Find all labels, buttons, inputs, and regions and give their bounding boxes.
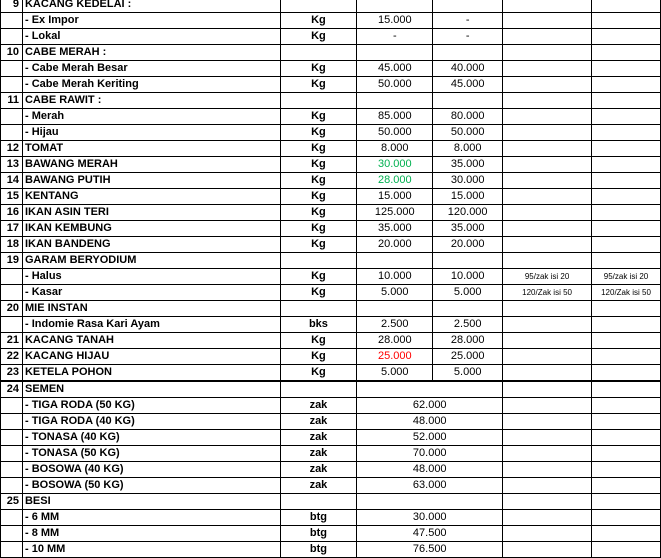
price-current-cell[interactable]: 45.000 <box>433 77 503 93</box>
row-number-cell[interactable] <box>1 109 23 125</box>
table-row <box>1 189 661 205</box>
row-number-cell[interactable] <box>1 29 23 45</box>
price-current-cell[interactable]: 15.000 <box>433 189 503 205</box>
item-name-cell[interactable]: BAWANG PUTIH <box>22 173 280 189</box>
note-cell[interactable] <box>592 510 661 526</box>
price-current-cell[interactable]: 25.000 <box>433 349 503 365</box>
note-cell[interactable] <box>592 0 661 13</box>
table-row <box>1 462 661 478</box>
table-row <box>1 510 661 526</box>
table-row <box>1 317 661 333</box>
unit-cell[interactable]: Kg <box>280 125 357 141</box>
note-cell[interactable] <box>503 478 592 494</box>
price-current-cell[interactable]: 5.000 <box>433 365 503 382</box>
row-number-cell[interactable]: 18 <box>1 237 23 253</box>
unit-cell[interactable] <box>280 93 357 109</box>
table-row <box>1 77 661 93</box>
unit-cell[interactable]: Kg <box>280 221 357 237</box>
table-row <box>1 446 661 462</box>
price-cell[interactable]: 63.000 <box>357 478 503 494</box>
unit-cell[interactable]: zak <box>280 430 357 446</box>
unit-cell[interactable] <box>280 381 357 398</box>
price-cell[interactable]: 47.500 <box>357 526 503 542</box>
table-row <box>1 221 661 237</box>
price-current-cell[interactable]: 40.000 <box>433 61 503 77</box>
item-name-cell[interactable]: - TONASA (50 KG) <box>22 446 280 462</box>
price-previous-cell[interactable] <box>357 0 433 13</box>
note-cell[interactable] <box>503 221 592 237</box>
note-cell[interactable] <box>503 173 592 189</box>
price-previous-cell[interactable]: 125.000 <box>357 205 433 221</box>
price-previous-cell[interactable]: 50.000 <box>357 77 433 93</box>
note-cell[interactable] <box>503 237 592 253</box>
unit-cell[interactable]: Kg <box>280 141 357 157</box>
table-row <box>1 61 661 77</box>
price-current-cell[interactable]: 80.000 <box>433 109 503 125</box>
row-number-cell[interactable]: 24 <box>1 381 23 398</box>
note-cell[interactable] <box>592 494 661 510</box>
note-cell[interactable] <box>592 77 661 93</box>
unit-cell[interactable]: Kg <box>280 269 357 285</box>
price-previous-cell[interactable] <box>357 45 433 61</box>
note-cell[interactable] <box>592 45 661 61</box>
table-row <box>1 253 661 269</box>
row-number-cell[interactable]: 20 <box>1 301 23 317</box>
note-cell[interactable] <box>592 221 661 237</box>
note-cell[interactable] <box>592 93 661 109</box>
note-cell[interactable] <box>592 141 661 157</box>
row-number-cell[interactable] <box>1 430 23 446</box>
price-current-cell[interactable] <box>433 301 503 317</box>
price-previous-cell[interactable] <box>357 301 433 317</box>
table-row <box>1 301 661 317</box>
item-name-cell[interactable]: MIE INSTAN <box>22 301 280 317</box>
note-cell[interactable] <box>592 446 661 462</box>
note-cell[interactable] <box>503 13 592 29</box>
row-number-cell[interactable]: 16 <box>1 205 23 221</box>
table-row <box>1 333 661 349</box>
price-current-cell[interactable] <box>433 253 503 269</box>
item-name-cell[interactable]: - Merah <box>22 109 280 125</box>
price-previous-cell[interactable]: 5.000 <box>357 365 433 382</box>
item-name-cell[interactable]: - TIGA RODA (50 KG) <box>22 398 280 414</box>
note-cell[interactable] <box>503 189 592 205</box>
unit-cell[interactable]: Kg <box>280 365 357 382</box>
row-number-cell[interactable] <box>1 414 23 430</box>
note-cell[interactable]: 95/zak isi 20 <box>503 269 592 285</box>
row-number-cell[interactable]: 10 <box>1 45 23 61</box>
table-row <box>1 430 661 446</box>
note-cell[interactable] <box>592 189 661 205</box>
row-number-cell[interactable]: 9 <box>1 0 23 13</box>
price-previous-cell[interactable]: 28.000 <box>357 173 433 189</box>
note-cell[interactable] <box>503 253 592 269</box>
row-number-cell[interactable] <box>1 478 23 494</box>
price-current-cell[interactable]: 35.000 <box>433 221 503 237</box>
row-number-cell[interactable]: 11 <box>1 93 23 109</box>
price-cell[interactable]: 48.000 <box>357 462 503 478</box>
note-cell[interactable]: 120/Zak isi 50 <box>592 285 661 301</box>
item-name-cell[interactable]: TOMAT <box>22 141 280 157</box>
unit-cell[interactable]: Kg <box>280 205 357 221</box>
row-number-cell[interactable]: 17 <box>1 221 23 237</box>
item-name-cell[interactable]: BESI <box>22 494 280 510</box>
item-name-cell[interactable]: BAWANG MERAH <box>22 157 280 173</box>
price-current-cell[interactable] <box>433 45 503 61</box>
unit-cell[interactable]: Kg <box>280 13 357 29</box>
item-name-cell[interactable]: KETELA POHON <box>22 365 280 382</box>
price-current-cell[interactable]: 35.000 <box>433 157 503 173</box>
item-name-cell[interactable]: - Lokal <box>22 29 280 45</box>
note-cell[interactable] <box>503 381 592 398</box>
note-cell[interactable] <box>503 542 592 558</box>
note-cell[interactable] <box>592 13 661 29</box>
table-row <box>1 141 661 157</box>
price-current-cell[interactable]: 28.000 <box>433 333 503 349</box>
price-previous-cell[interactable]: - <box>357 29 433 45</box>
item-name-cell[interactable]: - BOSOWA (40 KG) <box>22 462 280 478</box>
note-cell[interactable] <box>503 141 592 157</box>
note-cell[interactable] <box>503 77 592 93</box>
price-previous-cell[interactable] <box>357 253 433 269</box>
note-cell[interactable] <box>592 398 661 414</box>
price-previous-cell[interactable]: 35.000 <box>357 221 433 237</box>
note-cell[interactable] <box>592 125 661 141</box>
price-cell[interactable]: 62.000 <box>357 398 503 414</box>
unit-cell[interactable]: Kg <box>280 285 357 301</box>
note-cell[interactable] <box>592 333 661 349</box>
unit-cell[interactable]: Kg <box>280 173 357 189</box>
unit-cell[interactable]: Kg <box>280 189 357 205</box>
row-number-cell[interactable]: 13 <box>1 157 23 173</box>
price-previous-cell[interactable]: 20.000 <box>357 237 433 253</box>
note-cell[interactable] <box>503 157 592 173</box>
item-name-cell[interactable]: - Halus <box>22 269 280 285</box>
price-cell[interactable]: 76.500 <box>357 542 503 558</box>
row-number-cell[interactable]: 12 <box>1 141 23 157</box>
unit-cell[interactable] <box>280 494 357 510</box>
item-name-cell[interactable]: KACANG KEDELAI : <box>22 0 280 13</box>
note-cell[interactable] <box>592 317 661 333</box>
table-row <box>1 205 661 221</box>
note-cell[interactable] <box>503 462 592 478</box>
note-cell[interactable]: 95/zak isi 20 <box>592 269 661 285</box>
table-row <box>1 157 661 173</box>
item-name-cell[interactable]: - BOSOWA (50 KG) <box>22 478 280 494</box>
row-number-cell[interactable] <box>1 446 23 462</box>
note-cell[interactable] <box>503 45 592 61</box>
item-name-cell[interactable]: KENTANG <box>22 189 280 205</box>
note-cell[interactable] <box>503 414 592 430</box>
item-name-cell[interactable]: - 10 MM <box>22 542 280 558</box>
note-cell[interactable] <box>592 381 661 398</box>
table-row <box>1 365 661 382</box>
table-row <box>1 478 661 494</box>
note-cell[interactable] <box>503 430 592 446</box>
price-previous-cell[interactable]: 5.000 <box>357 285 433 301</box>
unit-cell[interactable]: zak <box>280 414 357 430</box>
price-previous-cell[interactable]: 8.000 <box>357 141 433 157</box>
note-cell[interactable] <box>503 494 592 510</box>
price-cell[interactable]: 70.000 <box>357 446 503 462</box>
table-row <box>1 381 661 398</box>
note-cell[interactable] <box>592 109 661 125</box>
item-name-cell[interactable]: IKAN BANDENG <box>22 237 280 253</box>
unit-cell[interactable]: zak <box>280 446 357 462</box>
price-previous-cell[interactable]: 2.500 <box>357 317 433 333</box>
row-number-cell[interactable]: 19 <box>1 253 23 269</box>
table-row <box>1 349 661 365</box>
unit-cell[interactable]: btg <box>280 526 357 542</box>
table-row <box>1 13 661 29</box>
price-previous-cell[interactable] <box>357 93 433 109</box>
row-number-cell[interactable] <box>1 13 23 29</box>
item-name-cell[interactable]: - Cabe Merah Keriting <box>22 77 280 93</box>
unit-cell[interactable] <box>280 0 357 13</box>
price-current-cell[interactable]: 8.000 <box>433 141 503 157</box>
unit-cell[interactable]: Kg <box>280 237 357 253</box>
note-cell[interactable]: 120/Zak isi 50 <box>503 285 592 301</box>
row-number-cell[interactable] <box>1 285 23 301</box>
note-cell[interactable] <box>503 301 592 317</box>
item-name-cell[interactable]: CABE MERAH : <box>22 45 280 61</box>
price-current-cell[interactable]: 30.000 <box>433 173 503 189</box>
table-row <box>1 398 661 414</box>
unit-cell[interactable]: btg <box>280 510 357 526</box>
price-current-cell[interactable]: 5.000 <box>433 285 503 301</box>
unit-cell[interactable]: zak <box>280 478 357 494</box>
table-row <box>1 109 661 125</box>
row-number-cell[interactable] <box>1 125 23 141</box>
unit-cell[interactable] <box>280 253 357 269</box>
item-name-cell[interactable]: KACANG HIJAU <box>22 349 280 365</box>
row-number-cell[interactable]: 22 <box>1 349 23 365</box>
note-cell[interactable] <box>592 414 661 430</box>
item-name-cell[interactable]: CABE RAWIT : <box>22 93 280 109</box>
row-number-cell[interactable] <box>1 77 23 93</box>
table-row <box>1 125 661 141</box>
price-cell[interactable] <box>357 494 503 510</box>
row-number-cell[interactable] <box>1 61 23 77</box>
price-previous-cell[interactable]: 15.000 <box>357 13 433 29</box>
price-previous-cell[interactable]: 45.000 <box>357 61 433 77</box>
item-name-cell[interactable]: - TIGA RODA (40 KG) <box>22 414 280 430</box>
item-name-cell[interactable]: - 8 MM <box>22 526 280 542</box>
table-row <box>1 494 661 510</box>
note-cell[interactable] <box>503 510 592 526</box>
item-name-cell[interactable]: - TONASA (40 KG) <box>22 430 280 446</box>
note-cell[interactable] <box>503 365 592 382</box>
table-row <box>1 542 661 558</box>
row-number-cell[interactable] <box>1 462 23 478</box>
table-row <box>1 45 661 61</box>
note-cell[interactable] <box>592 301 661 317</box>
note-cell[interactable] <box>592 205 661 221</box>
unit-cell[interactable]: Kg <box>280 29 357 45</box>
note-cell[interactable] <box>592 29 661 45</box>
note-cell[interactable] <box>592 462 661 478</box>
price-current-cell[interactable]: - <box>433 13 503 29</box>
note-cell[interactable] <box>592 173 661 189</box>
table-row <box>1 526 661 542</box>
note-cell[interactable] <box>503 398 592 414</box>
note-cell[interactable] <box>592 349 661 365</box>
price-current-cell[interactable]: 2.500 <box>433 317 503 333</box>
item-name-cell[interactable]: GARAM BERYODIUM <box>22 253 280 269</box>
table-row <box>1 414 661 430</box>
unit-cell[interactable]: btg <box>280 542 357 558</box>
row-number-cell[interactable]: 15 <box>1 189 23 205</box>
item-name-cell[interactable]: - Indomie Rasa Kari Ayam <box>22 317 280 333</box>
item-name-cell[interactable]: - Kasar <box>22 285 280 301</box>
unit-cell[interactable]: Kg <box>280 109 357 125</box>
price-previous-cell[interactable]: 30.000 <box>357 157 433 173</box>
note-cell[interactable] <box>503 0 592 13</box>
note-cell[interactable] <box>503 349 592 365</box>
note-cell[interactable] <box>592 478 661 494</box>
unit-cell[interactable] <box>280 301 357 317</box>
row-number-cell[interactable] <box>1 510 23 526</box>
unit-cell[interactable]: bks <box>280 317 357 333</box>
unit-cell[interactable]: zak <box>280 398 357 414</box>
table-row <box>1 0 661 13</box>
price-current-cell[interactable]: - <box>433 29 503 45</box>
row-number-cell[interactable] <box>1 526 23 542</box>
item-name-cell[interactable]: KACANG TANAH <box>22 333 280 349</box>
price-current-cell[interactable]: 20.000 <box>433 237 503 253</box>
note-cell[interactable] <box>503 109 592 125</box>
note-cell[interactable] <box>503 526 592 542</box>
price-previous-cell[interactable]: 28.000 <box>357 333 433 349</box>
row-number-cell[interactable] <box>1 542 23 558</box>
price-previous-cell[interactable]: 50.000 <box>357 125 433 141</box>
table-row <box>1 285 661 301</box>
item-name-cell[interactable]: IKAN ASIN TERI <box>22 205 280 221</box>
unit-cell[interactable]: Kg <box>280 77 357 93</box>
price-current-cell[interactable] <box>433 0 503 13</box>
row-number-cell[interactable]: 14 <box>1 173 23 189</box>
row-number-cell[interactable]: 25 <box>1 494 23 510</box>
note-cell[interactable] <box>592 237 661 253</box>
row-number-cell[interactable] <box>1 269 23 285</box>
price-current-cell[interactable] <box>433 93 503 109</box>
note-cell[interactable] <box>503 29 592 45</box>
table-row <box>1 237 661 253</box>
table-row <box>1 93 661 109</box>
note-cell[interactable] <box>592 430 661 446</box>
item-name-cell[interactable]: IKAN KEMBUNG <box>22 221 280 237</box>
note-cell[interactable] <box>592 365 661 382</box>
table-row <box>1 269 661 285</box>
price-cell[interactable]: 52.000 <box>357 430 503 446</box>
item-name-cell[interactable]: - Cabe Merah Besar <box>22 61 280 77</box>
unit-cell[interactable]: Kg <box>280 333 357 349</box>
note-cell[interactable] <box>592 157 661 173</box>
row-number-cell[interactable] <box>1 317 23 333</box>
row-number-cell[interactable]: 23 <box>1 365 23 382</box>
item-name-cell[interactable]: - 6 MM <box>22 510 280 526</box>
note-cell[interactable] <box>592 542 661 558</box>
note-cell[interactable] <box>503 125 592 141</box>
price-cell[interactable]: 48.000 <box>357 414 503 430</box>
note-cell[interactable] <box>503 446 592 462</box>
unit-cell[interactable] <box>280 45 357 61</box>
note-cell[interactable] <box>503 93 592 109</box>
note-cell[interactable] <box>503 205 592 221</box>
note-cell[interactable] <box>503 317 592 333</box>
table-row <box>1 173 661 189</box>
item-name-cell[interactable]: - Hijau <box>22 125 280 141</box>
unit-cell[interactable]: Kg <box>280 61 357 77</box>
note-cell[interactable] <box>503 61 592 77</box>
unit-cell[interactable]: Kg <box>280 157 357 173</box>
row-number-cell[interactable] <box>1 398 23 414</box>
price-previous-cell[interactable]: 10.000 <box>357 269 433 285</box>
price-current-cell[interactable]: 10.000 <box>433 269 503 285</box>
price-cell[interactable] <box>357 381 503 398</box>
price-previous-cell[interactable]: 85.000 <box>357 109 433 125</box>
price-cell[interactable]: 30.000 <box>357 510 503 526</box>
price-previous-cell[interactable]: 15.000 <box>357 189 433 205</box>
row-number-cell[interactable]: 21 <box>1 333 23 349</box>
item-name-cell[interactable]: - Ex Impor <box>22 13 280 29</box>
note-cell[interactable] <box>592 526 661 542</box>
unit-cell[interactable]: Kg <box>280 349 357 365</box>
price-previous-cell[interactable]: 25.000 <box>357 349 433 365</box>
price-current-cell[interactable]: 50.000 <box>433 125 503 141</box>
price-current-cell[interactable]: 120.000 <box>433 205 503 221</box>
unit-cell[interactable]: zak <box>280 462 357 478</box>
item-name-cell[interactable]: SEMEN <box>22 381 280 398</box>
note-cell[interactable] <box>503 333 592 349</box>
table-row <box>1 29 661 45</box>
note-cell[interactable] <box>592 253 661 269</box>
note-cell[interactable] <box>592 61 661 77</box>
